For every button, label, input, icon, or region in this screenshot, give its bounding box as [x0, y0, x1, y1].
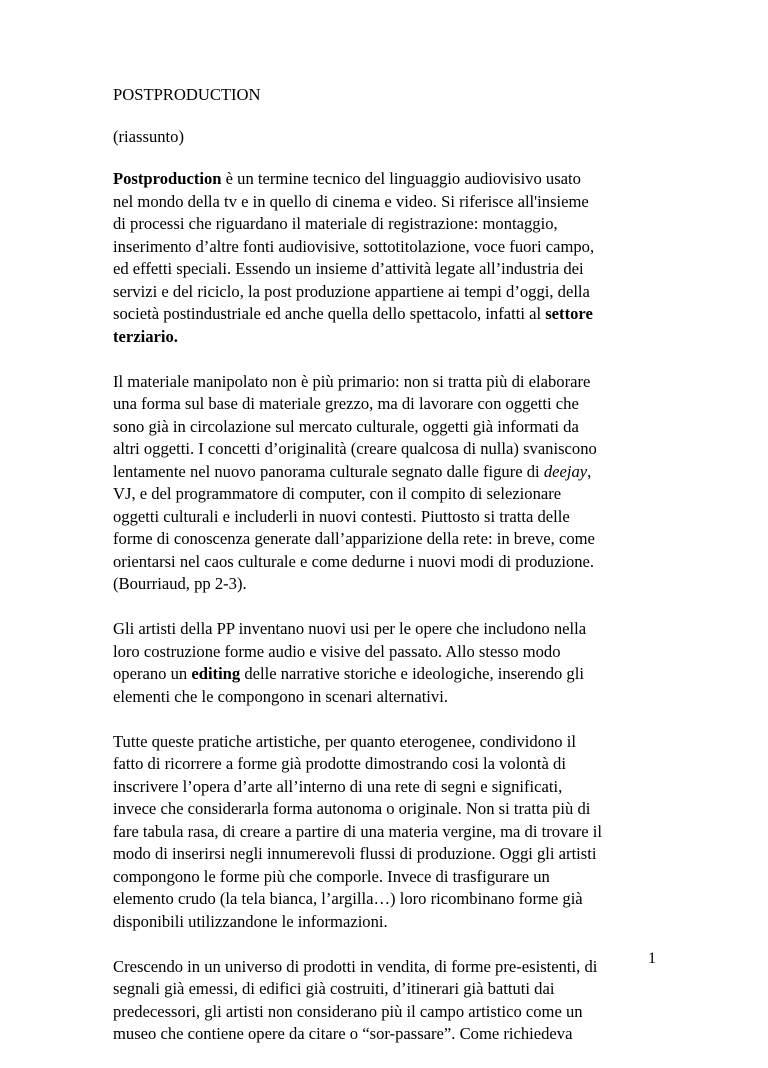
text-line	[113, 393, 653, 416]
text-line	[113, 753, 653, 776]
text-segment: società postindustriale ed anche quella dello spettacolo, infatti al	[113, 304, 546, 323]
text-line	[113, 843, 653, 866]
text-segment: ,	[587, 461, 592, 481]
text-line	[113, 641, 653, 664]
paragraph	[113, 956, 653, 1046]
text-segment: inscrivere l’opera d’arte all’interno di una rete di segni e significati,	[113, 776, 563, 796]
text-segment: inserimento d’altre fonti audiovisive, sottotitolazione, voce fuori campo,	[113, 236, 595, 256]
text-line	[113, 798, 653, 821]
text-line	[113, 1023, 653, 1046]
text-segment: VJ, e del programmatore di computer, con il compito di selezionare	[113, 484, 562, 503]
text-line	[113, 236, 653, 259]
text-line	[113, 821, 653, 844]
text-line	[113, 528, 653, 551]
text-line	[113, 213, 653, 236]
text-line	[113, 191, 653, 214]
paragraph	[113, 731, 653, 934]
text-line	[113, 506, 653, 529]
text-line	[113, 326, 653, 349]
text-segment: segnali già emessi, di edifici già costruiti, d’itinerari già battuti dai	[113, 979, 555, 998]
text-line	[113, 978, 653, 1001]
text-line	[113, 371, 653, 394]
text-segment: (Bourriaud, pp 2-3).	[113, 574, 247, 593]
text-segment: loro costruzione forme audio e visive del passato. Allo stesso modo	[113, 641, 561, 661]
text-segment: di processi che riguardano il materiale di registrazione: montaggio,	[113, 214, 558, 233]
text-segment: fatto di ricorrere a forme già prodotte dimostrando cosi la volontà di	[113, 754, 566, 773]
text-segment: compongono le forme più che comporle. Invece di trasfigurare un	[113, 866, 550, 886]
text-line	[113, 551, 653, 574]
text-segment: Il materiale manipolato non è più primario: non si tratta più di elaborare	[113, 371, 591, 391]
text-segment: lentamente nel nuovo panorama culturale segnato dalle figure di	[113, 461, 544, 481]
paragraph	[113, 371, 653, 596]
text-segment: nel mondo della tv e in quello di cinema e video. Si riferisce all'insieme	[113, 191, 589, 211]
text-line	[113, 573, 653, 596]
text-segment: disponibili utilizzandone le informazioni.	[113, 911, 388, 931]
bold-text: terziario.	[113, 326, 178, 346]
text-line	[113, 168, 653, 191]
text-segment: elemento crudo (la tela bianca, l’argilla…) loro ricombinano forme già	[113, 889, 583, 908]
paragraph-list	[113, 168, 653, 1046]
text-line	[113, 888, 653, 911]
text-line	[113, 618, 653, 641]
italic-text: deejay	[543, 461, 588, 481]
text-segment: servizi e del riciclo, la post produzione appartiene ai tempi d’oggi, della	[113, 281, 590, 301]
text-segment: altri oggetti. I concetti d’originalità (creare qualcosa di nulla) svaniscono	[113, 439, 597, 458]
text-segment: ed effetti speciali. Essendo un insieme d’attività legate all’industria dei	[113, 259, 584, 278]
text-segment: Tutte queste pratiche artistiche, per quanto eterogenee, condividono il	[113, 731, 576, 751]
document-body	[113, 84, 653, 1068]
text-segment: delle narrative storiche e ideologiche, inserendo gli	[240, 664, 584, 683]
document-subtitle: (riassunto)	[113, 126, 184, 146]
text-line	[113, 483, 653, 506]
text-line	[113, 911, 653, 934]
text-line	[113, 416, 653, 439]
text-line	[113, 258, 653, 281]
paragraph	[113, 168, 653, 348]
text-segment: operano un	[113, 664, 192, 683]
paragraph	[113, 618, 653, 708]
text-segment: sono già in circolazione sul mercato culturale, oggetti già informati da	[113, 416, 579, 436]
text-segment: una forma sul base di materiale grezzo, ma di lavorare con oggetti che	[113, 394, 579, 413]
text-segment: è un termine tecnico del linguaggio audiovisivo usato	[221, 169, 581, 188]
text-line	[113, 866, 653, 889]
text-line	[113, 776, 653, 799]
text-segment: modo di inserirsi negli innumerevoli flussi di produzione. Oggi gli artisti	[113, 844, 597, 863]
page-number: 1	[648, 950, 656, 967]
text-segment: fare tabula rasa, di creare a partire di una materia vergine, ma di trovare il	[113, 821, 602, 841]
document-title: POSTPRODUCTION	[113, 85, 261, 104]
text-line	[113, 731, 653, 754]
text-line	[113, 663, 653, 686]
bold-text: Postproduction	[113, 169, 222, 188]
text-line	[113, 438, 653, 461]
text-line	[113, 956, 653, 979]
bold-text: editing	[191, 664, 241, 683]
text-line	[113, 461, 653, 484]
text-segment: invece che considerarla forma autonoma o originale. Non si tratta più di	[113, 799, 591, 818]
text-segment: oggetti culturali e includerli in nuovi contesti. Piuttosto si tratta delle	[113, 506, 570, 526]
text-line	[113, 686, 653, 709]
text-segment: orientarsi nel caos culturale e come dedurne i nuovi modi di produzione.	[113, 551, 595, 571]
text-segment: predecessori, gli artisti non considerano più il campo artistico come un	[113, 1001, 583, 1021]
text-segment: elementi che le compongono in scenari alternativi.	[113, 686, 448, 706]
text-line	[113, 1001, 653, 1024]
bold-text: settore	[545, 304, 593, 323]
text-line	[113, 303, 653, 326]
text-segment: Crescendo in un universo di prodotti in vendita, di forme pre-esistenti, di	[113, 956, 598, 976]
text-segment: Gli artisti della PP inventano nuovi usi per le opere che includono nella	[113, 619, 587, 638]
text-line	[113, 281, 653, 304]
text-segment: forme di conoscenza generate dall’apparizione della rete: in breve, come	[113, 529, 595, 548]
text-segment: museo che contiene opere da citare o “sor-passare”. Come richiedeva	[113, 1024, 573, 1043]
